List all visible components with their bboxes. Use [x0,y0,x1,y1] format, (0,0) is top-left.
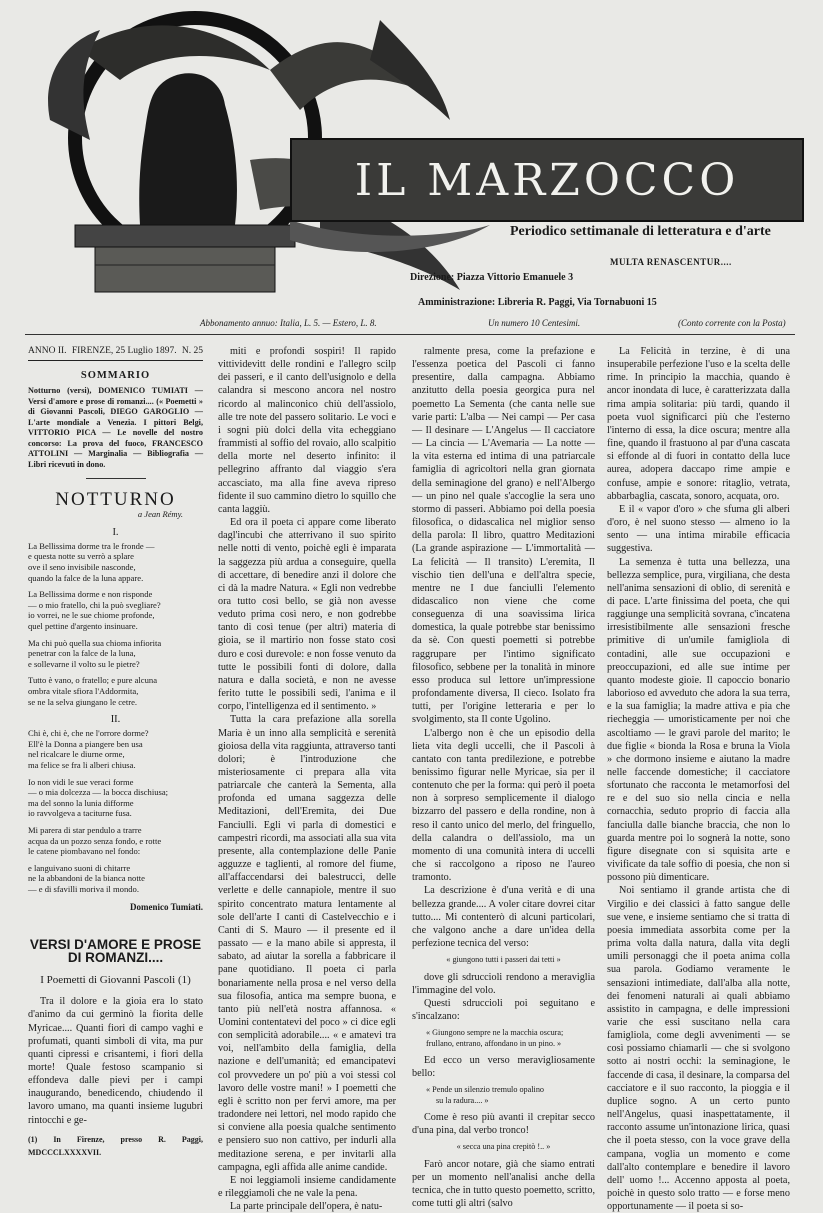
title-banner [290,138,804,222]
poem-line: le catene piombavano nel fondo: [28,846,141,857]
article-paragraph: Questi sdruccioli poi seguitano e s'incalzano: [412,997,595,1023]
poem-line: ombra vitale sfiora l'Addormita, [28,685,139,696]
issue-number: N. 25 [181,346,203,356]
quote: « secca una pina crepitò !.. » [456,1142,551,1152]
poem-line: e languivano suoni di chitarre [28,862,131,873]
article-paragraph: miti e profondi sospiri! Il rapido vittividevitt delle rondini e l'allegro scilp dei passeri, e il canto dell'usignolo e della calandra si mescono ancora nel nostro ricordo al malinconico chiù dell'assiolo, alle tre note del passero solitario. Le voci e i sogni più dolci della vita echeggiano frammisti al soffio del rovaio, allo scalpitio della morte nel deserto infinito: il pellegrino affranto dal viaggio s'era accasciato, ma alla fine aveva ripreso fidente il suo cammino dietro lo squillo che canta laggiù. [218,346,396,515]
newspaper-title: IL MARZOCCO [354,154,740,206]
column-1 [28,345,203,1159]
poem-line: ne la abbandoni de la bianca notte [28,873,145,884]
divider [86,478,146,479]
poem-line: — e di sfavilli moriva il mondo. [28,883,139,894]
stanza [28,638,203,670]
poem-line: ma felice se fra li alberi chiusa. [28,760,136,771]
stanza [28,589,203,631]
poem-part-one [28,541,203,707]
poem-line: ove il seno invisibile nasconde, [28,561,136,572]
poem-line: e sollevarne il volto su le pietre? [28,658,140,669]
article-paragraph: Tutta la cara prefazione alla sorella Maria è un inno alla semplicità e serenità gioiosa della vita raggiunta, attraverso tanti dolori; è l'introduzione che misteriosamente ci prepara alla vita patriarcale che canterà la Sementa, alla profonda ed umana saggezza delle Meditazioni, dell'Eremita, dei Due Fanciulli. Egli vi parla di domestici e campestri ricordi, ma associati alla sua vita presente, alla contemplazione delle Panie agguzze e taglienti, al romore del fiume, all'affaccendarsi dei balestrucci, delle verlette e delle cannapiole, mentre il suo spirito concentrato matura lentamente al sole dell'arte I canti di Castelvecchio e i Canti di S. Mauro — il presente ed il passato — e la mano abile si appresta, il sabato, ad aiutar la sorella a fabbricare il pane quotidiano. Il poeta ci parla bonariamente nella prosa e nel verso della sua filosofia, antica ma sempre buona, e tanto più nell'età nostra affannosa. « Uomini contentatevi del poco » ci dice egli con semplicità adorabile.... « e amatevi tra voi, nell'ambito della famiglia, della nazione e dell'umanità; ed emancipatevi col provvedere un po' più a voi stessi col lavoro delle vostre mani! » I poemetti che egli è scritto non per fervi amore, ma per tradondere nei lettori, nel modo rapido che si conviene alla poesia qualche sentimento e pensiero suo non cattivo, per indurli alla meditazione serena, e per invitarli alla campagna, egli affida alle anime candide. [218,714,396,1173]
prezzo: Un numero 10 Centesimi. [488,318,581,328]
article-paragraph: La Felicità in terzine, è di una insuperabile perfezione l'uso e la scelta delle rime. In principio la macchia, quando è ancor inondata di luce, è caratterizzata dalla rima ampia solitaria: più tardi, quando il poeta vuol significarci più che l'esterno l'interno di essa, la dice oscura; mentre alla fine, quando il frastuono al par d'una cascata si effonde al di fuori in contatto della luce aurea, adopera daccapo rime ampie e confuse, ampie e sonore: ritaglio, vetrata, abbarbaglia, cascata, sonoro, acquata, oro. [607,346,790,502]
poem-line: se ne la selva giungano le cetre. [28,696,138,707]
stanza [28,825,203,857]
stanza [28,541,203,583]
subscription-line [0,318,823,330]
poem-line: La Bellissima dorme tra le fronde — [28,540,155,551]
footnote: (1) In Firenze, presso R. Paggi, MDCCCLXXXXVII. [28,1134,203,1157]
poem-line: io ravvolgeva a taciturne fusa. [28,808,132,819]
issue-date: FIRENZE, 25 Luglio 1897. [71,346,177,356]
article-paragraph: E il « vapor d'oro » che sfuma gli alberi d'oro, è nel suono stesso — almeno io la sento — una intima mirabile efficacia suggestiva. [607,503,790,555]
poem-line: ma del sonno la lunia difforme [28,797,134,808]
article-paragraph: Noi sentiamo il grande artista che di Virgilio e dei classici à fatto sangue delle sue vene, e insieme sentiamo che si tratta di poesia immediata assorbita come per la prima volta dalla natura, dalla vita degli umili personaggi che il poeta anima colla sua parola. Godiamo veramente le sensazioni intimediate, dall'alba alla notte, dei fenomeni naturali ai quali abbiamo assistito in campagna, e delle impressioni varie che essi suscitano nella cara famigliola, come degli avvenimenti — se così possiamo chiamarli — che si svolgono sotto ai nostri occhi: la seminagione, le faccende di casa, il desinare, la comparsa del cacciatore e il suo racconto, la pioggia e il duplice sogno. A un certo punto nell'Angelus, quasi inaspettatamente, il racconto assume un'intonazione lirica, quasi che il poeta stesso, con la voce grave della campana, voglia un momento e come dall'alto contemplare e benedire il lavoro dell' uomo !... Accenno apposta al poeta, poichè in questo solo tratto — e forse meno opportunamente — il poeta si so- [607,885,790,1213]
poem-line: Chi è, chi è, che ne l'orrore dorme? [28,728,149,739]
quote-line: su la radura.... » [436,1095,489,1105]
versi-heading: VERSI D'AMORE E PROSE DI ROMANZI.... [29,936,202,965]
poem-line: e questa notte su verrò a splare [28,551,134,562]
conto-corrente: (Conto corrente con la Posta) [678,318,786,328]
part-one-numeral: I. [112,526,119,538]
header-rule [25,334,795,335]
poem-line: Ma chi può quella sua chioma infiorita [28,637,162,648]
poem-line: quando la falce de la luna appare. [28,572,144,583]
sommario-text: Notturno (versi), DOMENICO TUMIATI — Versi d'amore e prose di romanzi.... (« Poemetti » di Giovanni Pascoli, DIEGO GAROGLIO — L'arte mondiale a Venezia. I pittori Belgi, VITTORIO PICA — Le novelle del nostro concorso: La prova del fuoco, FRANCESCO ATTOLINI — Marginalia — Bibliografia — Libri ricevuti in dono. [28,386,203,469]
article-paragraph: L'albergo non è che un episodio della lieta vita degli uccelli, che il Pascoli à cantato con tanta predilezione, e potrebbe benissimo figurar nelle Myricae, sia per il contenuto che per la forma: qui però il poeta non à sorpreso semplicemente il dialogo bizzarro del passero e della rondine, non à reso il canto unico del merlo, del fringuello, della calandra o dell'assiolo, ma un momento di una comunità intera di uccelli che si raccolgono a riposo ne l'aureo tramonto. [412,727,595,884]
column-3 [412,345,595,1211]
poem-line: quel pettine d'argento insinuare. [28,620,138,631]
poem-line: Tutto è vano, o fratello; e pure alcuna [28,675,158,686]
stanza [28,728,203,770]
quote [412,1085,595,1106]
amministrazione-address: Amministrazione: Libreria R. Paggi, Via Tornabuoni 15 [418,297,657,308]
article-paragraph: La semenza è tutta una bellezza, una bellezza semplice, pura, virgiliana, che desta nell'anima sensazioni di oblio, di serenità e di pace. L'arte finissima del poeta, che qui raggiunge una semplicità sovrana, c'incatena irresistibilmente alle sensazioni fresche primitive di un'umile famigliola di contadini, alle sue occupazioni e preoccupazioni, ed alle sue intime per quanto modeste gioie. Il capoccio bonario laborioso ed avveduto che adora la sua terra, e la sua famiglia; la madre attiva e pia che riecheggia — umoristicamente per noi che ascoltiamo — le gravi parole del marito; le due figlie « bionda la Rosa e bruna la Viola » che dormono insieme e aiutano la madre nelle faccende domestiche; il cacciatore sfortunato che racconta le metamorfosi del re e del suo sio nella cincia e nella cornacchia, seduto proprio di faccia alla fanciulla dalle bianche braccia, che non lo guarda mentre poi lo sognerà la notte, sono figure disegnate con si squisita arte e vivificate da tale soffio di poesia, che non si possono più dimenticare. [607,556,790,884]
stanza [28,777,203,819]
article-paragraph: Ed ecco un verso meravigliosamente bello: [412,1055,595,1080]
quote-line: frullano, entrano, affondano in un pino. » [426,1038,562,1048]
column-4 [607,345,790,1213]
article-paragraph: La parte principale dell'opera, è natu- [230,1201,383,1213]
poem-line: Io non vidi le sue veraci forme [28,776,134,787]
poem-line: penetrar con la falce de la luna, [28,648,136,659]
issue-year: ANNO II. [28,346,67,356]
poem-line: acqua da un pozzo senza fondo, e rotte [28,835,162,846]
quote [412,1028,595,1049]
abbonamento: Abbonamento annuo: Italia, L. 5. — Estero, L. 8. [200,318,377,328]
article-paragraph: E noi leggiamoli insieme candidamente e rileggiamoli che ne vale la pena. [218,1174,396,1199]
article-paragraph: Farò ancor notare, già che siamo entrati per un momento nell'analisi anche della tecnica, che in tutto questo poemetto, scritto, come tutti gli altri (salvo [412,1158,595,1210]
quote: « giungono tutti i passeri dai tetti » [446,955,561,965]
poem-line: La Bellissima dorme e non risponde [28,589,153,600]
motto: MULTA RENASCENTUR.... [610,257,732,267]
article-paragraph: Come è reso più avanti il crepitar secco d'una pina, dal verbo tronco! [412,1112,595,1137]
quote-line: « Giungono sempre ne la macchia oscura; [426,1028,564,1038]
article-paragraph: La descrizione è d'una verità e di una bellezza grande.... A voler citare dovrei citar tutto.... Mi contenterò di alcuni particolari, che valgono anche a dare un'idea della perfezione tecnica del verso: [412,885,595,950]
notturno-title: NOTTURNO [55,489,176,511]
poem-line: io vorrei, ne le sue chiome profonde, [28,610,155,621]
poem-line: — o mio fratello, chi la può svegliare? [28,599,161,610]
stanza [28,675,203,707]
part-two-numeral: II. [110,714,121,726]
stanza [28,863,203,895]
poem-line: nel ricalcare le diurne orme, [28,749,125,760]
poem-line: — o mia dolcezza — la bocca dischiusa; [28,787,169,798]
poemetti-subheading: I Poemetti di Giovanni Pascoli (1) [40,974,191,987]
notturno-dedication: a Jean Rémy. [137,509,183,520]
issue-line [28,345,203,361]
column-2 [218,345,396,1213]
article-paragraph: Ed ora il poeta ci appare come liberato dagl'incubi che atterrivano il suo spirito nelle notti di vento, poichè egli è imparata la saggezza più ardua a conseguire, quella di accettare, di benedire anzi il dolore che ci dà la madre Natura. « Egli non vedrebbe ora tutto così bello, se già non avesse veduto prima così nero, e non godrebbe tanto di così tenue (per altri) materia di gioia, se il martirio non fosse stato così duro e così durevole: e non fosse venuto da tutte le possibili fonti di dolore, dalla natura e dalla società, e non ne avesse ferito tutte le possibili sedi, l'anima e il corpo, l'intelligenza ed il sentimento. » [218,517,396,713]
poem-line: Ell'è la Donna a piangere ben usa [28,738,143,749]
poem-line: Mi parera di star pendulo a trarre [28,825,142,835]
poem-part-two [28,728,203,894]
article-paragraph: ralmente presa, come la prefazione e l'essenza poetica del Pascoli ci fanno presentire, dalla campagna. Abbiamo anzitutto della poesia georgica pura nel poemetto La Sementa (che canta nelle sue varie parti: L'alba — Nei campi — Per casa — Il desinare — L'Angelus — Il cacciatore — La cincia — L'Avemaria — La notte — la vita esterna ed intima di una patriarcale famiglia di agricoltori nella gran giornata della seminagione del grano) e nell'Albergo — un pino nel quale s'accoglie la sera uno stormo di passeri. Abbiamo poi della poesia filosofica, o didascalica nel miglior senso della parola: Il libro, quattro Meditazioni (La grande aspirazione — L'immortalità — La felicità — Il transito) L'eremita, Il vischio tien dell'una e dell'altra specie, mentre ne I due fanciulli l'elemento didascalico non viene che come conseguenza di una soavissima lirica domestica, la quale potrebbe star benissimo da sè. Con questi poemetti si potrebbe raggrupare per l'intimo significato filosofico, sebbene per la tonalità in minore esso produca sul lettore un'impressione profondamente diversa, Il cieco. Isolato fra tutti, per l'origine letteraria e per lo svolgimento, sta Il conte Ugolino. [412,346,595,726]
direzione-address: Direzione: Piazza Vittorio Emanuele 3 [410,272,574,283]
article-paragraph: Tra il dolore e la gioia era lo stato d'animo da cui germinò la fiorita delle Myricae.... Quanti fiori di campo vaghi e profumati, quanti simboli di vita, ma pur quanti cipressi e crisantemi, i fiori della morte! Quale festoso scampanio si effondeva dalle pievi per i campi inaugurando, benedicendo, chiudendo il lavoro umano, ma quanti insieme lugubri rintocchi e ge- [28,996,203,1126]
article-paragraph: dove gli sdruccioli rendono a meraviglia l'immagine del volo. [412,971,595,996]
poem-author: Domenico Tumiati. [129,901,203,912]
subtitle: Periodico settimanale di letteratura e d'arte [510,224,771,239]
quote-line: « Pende un silenzio tremulo opalino [426,1085,545,1095]
sommario-heading: SOMMARIO [80,370,151,382]
